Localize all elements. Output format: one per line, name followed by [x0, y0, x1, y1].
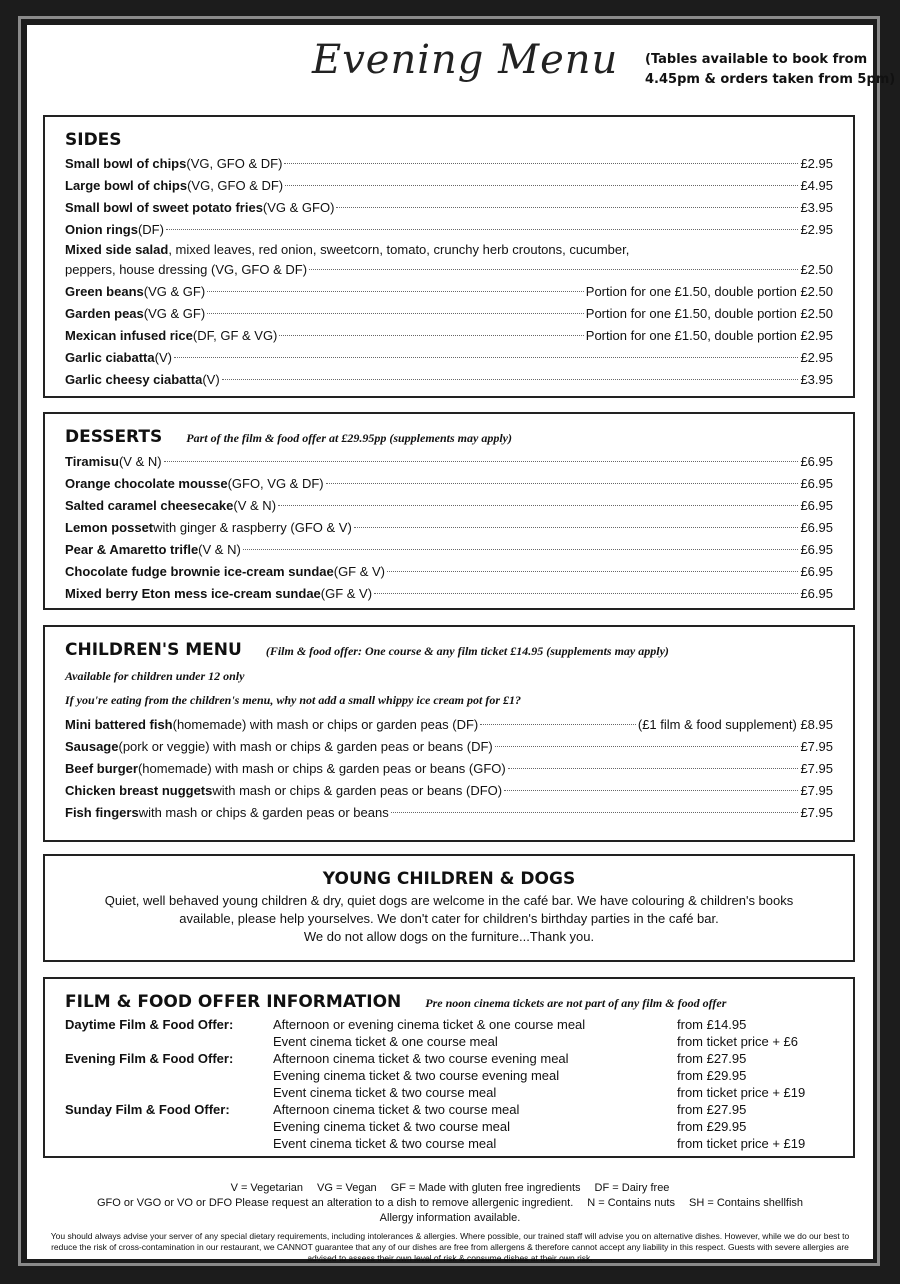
item-price: £6.95: [800, 586, 833, 601]
policy-text: available, please help yourselves. We don't cater for children's birthday parties in the café bar.: [179, 911, 719, 926]
menu-item: [65, 736, 833, 758]
heading-text: CHILDREN'S MENU: [65, 640, 242, 660]
menu-item: [65, 714, 833, 736]
heading-text: DESSERTS: [65, 427, 163, 447]
item-details: (V & N): [198, 542, 241, 557]
desserts-section: [43, 412, 855, 610]
children-list: [65, 714, 833, 824]
desserts-list: [65, 451, 833, 605]
allergen-legend: [47, 1181, 853, 1226]
item-price: £3.95: [800, 200, 833, 215]
item-details: (homemade) with mash or chips or garden peas (DF): [172, 717, 479, 732]
item-details: (V & N): [233, 498, 277, 513]
allergy-disclaimer: You should always advise your server of any special dietary requirements, including intolerances & allergies. Where possible, our trained staff will advise you on alternative dishes. However, while we do our best to reduce the risk of cross-contamination in our restaurant, we CANNOT guarantee that any of our dishes are free from allergens & therefore cannot accept any liability in this respect. Guests with severe allergies are advised to assess their own level of risk & consume dishes at their own risk.: [50, 1231, 850, 1263]
section-heading: [65, 637, 833, 664]
dot-leader: [284, 163, 798, 164]
offer-description: Afternoon cinema ticket & two course evening meal: [273, 1051, 569, 1066]
item-price: £6.95: [800, 454, 833, 469]
item-details: (DF, GF & VG): [192, 328, 278, 343]
dot-leader: [387, 571, 798, 572]
item-details: with ginger & raspberry (GFO & V): [153, 520, 352, 535]
menu-title: Evening Menu: [312, 37, 619, 83]
item-details: (GF & V): [320, 586, 373, 601]
item-price: £8.95: [800, 717, 833, 732]
item-price: £6.95: [800, 498, 833, 513]
item-name: Chicken breast nuggets: [65, 783, 213, 798]
menu-item: [65, 561, 833, 583]
item-name: Mixed berry Eton mess ice-cream sundae: [65, 586, 321, 601]
offer-description: Evening cinema ticket & two course evening meal: [273, 1068, 560, 1083]
offer-label: Daytime Film & Food Offer:: [65, 1017, 234, 1032]
item-price: £4.95: [800, 178, 833, 193]
heading-subtext: Pre noon cinema tickets are not part of any film & food offer: [425, 996, 727, 1010]
item-details: with mash or chips & garden peas or beans (DFO): [212, 783, 503, 798]
item-name: Pear & Amaretto trifle: [65, 542, 199, 557]
menu-item: [65, 495, 833, 517]
menu-item: [65, 281, 833, 303]
menu-item: [65, 802, 833, 824]
dot-leader: [480, 724, 636, 725]
offer-label: [65, 1033, 273, 1050]
item-name: Large bowl of chips: [65, 178, 188, 193]
item-price: £6.95: [800, 542, 833, 557]
dot-leader: [495, 746, 799, 747]
heading-text: FILM & FOOD OFFER INFORMATION: [65, 992, 402, 1012]
item-details: (V): [154, 350, 172, 365]
heading-subtext: (Film & food offer: One course & any film ticket £14.95 (supplements may apply): [265, 644, 669, 658]
item-name: Tiramisu: [65, 454, 119, 469]
legend-item: VG = Vegan: [317, 1182, 377, 1194]
dot-leader: [508, 768, 799, 769]
section-heading: YOUNG CHILDREN & DOGS: [322, 869, 576, 889]
menu-item: [65, 325, 833, 347]
item-details: (V): [202, 372, 220, 387]
item-price: £6.95: [800, 476, 833, 491]
item-price: £2.50: [800, 306, 833, 321]
item-price: £7.95: [800, 783, 833, 798]
item-name: Mexican infused rice: [65, 328, 193, 343]
item-name: Small bowl of chips: [65, 156, 187, 171]
offer-price: from ticket price + £6: [677, 1034, 799, 1049]
item-price: £2.50: [800, 284, 833, 299]
children-section: [43, 625, 855, 842]
item-price: £7.95: [800, 739, 833, 754]
item-portion-note: Portion for one £1.50, double portion: [585, 306, 797, 321]
item-details: (VG, GFO & DF): [186, 156, 283, 171]
item-details: (VG & GFO): [262, 200, 335, 215]
offer-description: Event cinema ticket & one course meal: [273, 1034, 498, 1049]
legend-item: N = Contains nuts: [587, 1197, 675, 1209]
menu-item: [65, 175, 833, 197]
item-price: £7.95: [800, 805, 833, 820]
dot-leader: [164, 461, 799, 462]
item-name: Garlic cheesy ciabatta: [65, 372, 203, 387]
offer-price: from ticket price + £19: [677, 1085, 806, 1100]
item-details: (homemade) with mash or chips & garden peas or beans (GFO): [137, 761, 506, 776]
item-name: Garden peas: [65, 306, 144, 321]
item-details: (GFO, VG & DF): [227, 476, 324, 491]
dot-leader: [166, 229, 799, 230]
item-details: peppers, house dressing (VG, GFO & DF): [65, 262, 308, 277]
legend-item: Allergy information available.: [379, 1212, 521, 1224]
offer-description: Evening cinema ticket & two course meal: [273, 1119, 510, 1134]
offer-label: [65, 1118, 273, 1135]
item-price: £6.95: [800, 564, 833, 579]
offer-description: Afternoon or evening cinema ticket & one course meal: [273, 1017, 586, 1032]
menu-item: [65, 758, 833, 780]
legend-item: V = Vegetarian: [230, 1182, 304, 1194]
film-offer-table: [65, 1016, 833, 1152]
item-price: £2.95: [800, 350, 833, 365]
menu-item: [65, 517, 833, 539]
item-price: £2.95: [800, 156, 833, 171]
item-price: £6.95: [800, 520, 833, 535]
item-portion-note: (£1 film & food supplement): [637, 717, 797, 732]
dot-leader: [285, 185, 798, 186]
item-price: £7.95: [800, 761, 833, 776]
dot-leader: [374, 593, 798, 594]
footer: [47, 1181, 853, 1264]
heading-subtext: Part of the film & food offer at £29.95pp (supplements may apply): [186, 431, 512, 445]
offer-description: Afternoon cinema ticket & two course meal: [273, 1102, 520, 1117]
dot-leader: [504, 790, 798, 791]
item-name: Mixed side salad: [65, 242, 169, 257]
dot-leader: [278, 505, 798, 506]
menu-item: [65, 780, 833, 802]
item-portion-note: Portion for one £1.50, double portion: [585, 284, 797, 299]
offer-description: Event cinema ticket & two course meal: [273, 1085, 497, 1100]
item-details: (VG, GFO & DF): [187, 178, 284, 193]
legend-item: DF = Dairy free: [594, 1182, 670, 1194]
policy-text: We do not allow dogs on the furniture...Thank you.: [303, 929, 595, 944]
legend-item: SH = Contains shellfish: [689, 1197, 804, 1209]
item-details: (VG & GF): [143, 306, 206, 321]
dot-leader: [354, 527, 799, 528]
menu-item-line: [65, 259, 833, 281]
item-name: Orange chocolate mousse: [65, 476, 228, 491]
legend-item: GF = Made with gluten free ingredients: [390, 1182, 581, 1194]
item-name: Small bowl of sweet potato fries: [65, 200, 263, 215]
sides-section: [43, 115, 855, 398]
offer-price: from £27.95: [677, 1102, 747, 1117]
section-heading: [65, 989, 833, 1016]
dot-leader: [391, 812, 799, 813]
film-offer-section: [43, 977, 855, 1158]
offer-description: Event cinema ticket & two course meal: [273, 1136, 497, 1151]
item-details: (pork or veggie) with mash or chips & garden peas or beans (DF): [118, 739, 493, 754]
ice-cream-note: If you're eating from the children's menu, why not add a small whippy ice cream pot for £1?: [65, 693, 522, 707]
dot-leader: [207, 291, 584, 292]
section-heading: [65, 424, 833, 451]
item-name: Salted caramel cheesecake: [65, 498, 234, 513]
offer-label: Evening Film & Food Offer:: [65, 1051, 234, 1066]
item-name: Mini battered fish: [65, 717, 173, 732]
booking-note-line: (Tables available to book from: [645, 52, 868, 67]
menu-item: [65, 347, 833, 369]
menu-item: [65, 303, 833, 325]
item-portion-note: Portion for one £1.50, double portion: [585, 328, 797, 343]
menu-item: [65, 153, 833, 175]
sides-list: [65, 153, 833, 391]
booking-note: [645, 50, 895, 90]
offer-price: from £27.95: [677, 1051, 747, 1066]
menu-item: [65, 473, 833, 495]
menu-item-line: [65, 241, 833, 259]
dot-leader: [336, 207, 798, 208]
offer-label: Sunday Film & Food Offer:: [65, 1102, 230, 1117]
item-name: Sausage: [65, 739, 119, 754]
item-name: Green beans: [65, 284, 144, 299]
menu-item: [65, 451, 833, 473]
item-price: £2.95: [800, 222, 833, 237]
item-name: Chocolate fudge brownie ice-cream sundae: [65, 564, 334, 579]
menu-item: [65, 539, 833, 561]
item-name: Beef burger: [65, 761, 138, 776]
offer-price: from £29.95: [677, 1119, 747, 1134]
offer-price: from £14.95: [677, 1017, 747, 1032]
dot-leader: [207, 313, 584, 314]
offer-label: [65, 1135, 273, 1152]
item-details: (VG & GF): [143, 284, 206, 299]
item-name: Fish fingers: [65, 805, 139, 820]
policy-text: Quiet, well behaved young children & dry, quiet dogs are welcome in the café bar. We have colouring & children's books: [104, 893, 794, 908]
menu-item: [65, 583, 833, 605]
menu-item: [65, 369, 833, 391]
dot-leader: [243, 549, 799, 550]
dot-leader: [326, 483, 799, 484]
menu-item: [65, 197, 833, 219]
menu-item: [65, 219, 833, 241]
booking-note-line: 4.45pm & orders taken from 5pm): [645, 72, 896, 87]
item-details: (V & N): [118, 454, 162, 469]
offer-price: from £29.95: [677, 1068, 747, 1083]
offer-price: from ticket price + £19: [677, 1136, 806, 1151]
menu-page: [27, 25, 896, 1263]
menu-item: [65, 241, 833, 281]
item-name: Garlic ciabatta: [65, 350, 155, 365]
item-price: £2.50: [800, 262, 833, 277]
item-name: Lemon posset: [65, 520, 154, 535]
item-details: (GF & V): [333, 564, 386, 579]
dot-leader: [309, 269, 798, 270]
age-note: Available for children under 12 only: [65, 669, 245, 683]
item-details: (DF): [137, 222, 164, 237]
item-price: £2.95: [800, 328, 833, 343]
item-details: , mixed leaves, red onion, sweetcorn, tomato, crunchy herb croutons, cucumber,: [168, 242, 630, 257]
offer-label: [65, 1067, 273, 1084]
item-details: with mash or chips & garden peas or beans: [138, 805, 389, 820]
young-children-section: [43, 854, 855, 962]
legend-item: GFO or VGO or VO or DFO Please request an alteration to a dish to remove allergenic ingredient.: [96, 1197, 574, 1209]
dot-leader: [279, 335, 583, 336]
dot-leader: [222, 379, 799, 380]
item-price: £3.95: [800, 372, 833, 387]
dot-leader: [174, 357, 799, 358]
section-heading: SIDES: [65, 130, 122, 150]
item-name: Onion rings: [65, 222, 138, 237]
offer-label: [65, 1084, 273, 1101]
